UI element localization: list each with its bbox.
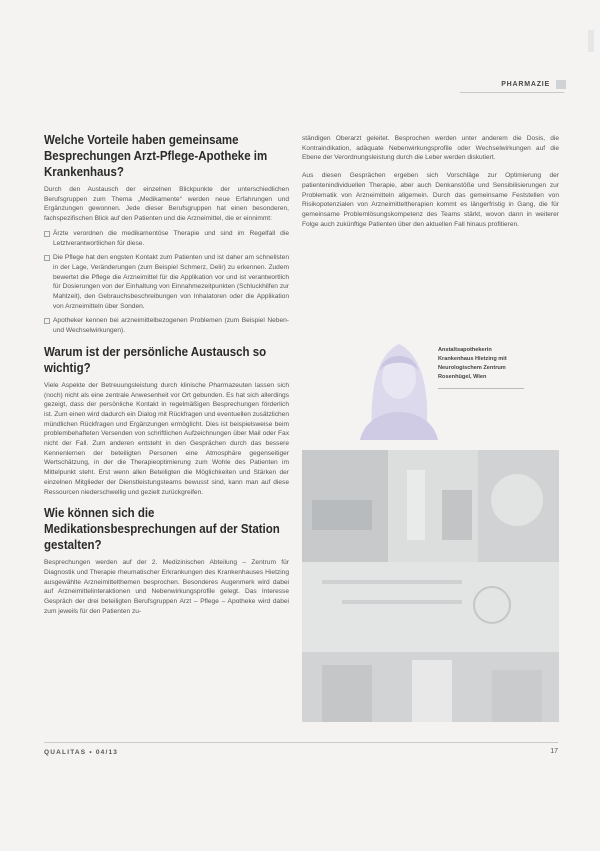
- footer-divider: [44, 742, 558, 743]
- magazine-issue: QUALITAS • 04/13: [44, 749, 119, 756]
- section-label: PHARMAZIE: [501, 81, 550, 88]
- author-portrait-image: [352, 326, 446, 440]
- square-bullet-icon: [44, 318, 50, 324]
- paragraph: Viele Aspekte der Betreuungsleistung durch klinische Pharmazeuten lassen sich (noch) nicht als eine zentrale Anwesenheit vor Ort gebunden. Es hat sich allerdings gezeigt, dass der persönliche Kontakt in regelmäßigen Besprechungen förderlich ist. Zum einen wird dadurch ein Dialog mit Rückfragen und eventuellen zusätzlichen mündlichen Rückfragen und Ergänzungen ermöglicht. Dies ist beispielsweise beim problembehafteten Versenden von schriftlichen Aufzeichnungen über Mail oder Fax nicht der Fall. Zum anderen entsteht in den Gesprächen durch das bessere Kennenlernen der beteiligten Personen eine Atmosphäre gegenseitiger Wertschätzung, in der die Therapieoptimierung zum Wohle des Patienten im Mittelpunkt steht. Erst wenn allen Beteiligten die Möglichkeiten und Stärken der einzelnen Mitglieder der Dienstleistungsteams bewusst sind, kann man auf diese Ressourcen niederschwellig und gezielt zurückgreifen.: [44, 381, 289, 496]
- paragraph: ständigen Oberarzt geleitet. Besprochen werden unter anderem die Dosis, die Kontraindikation, adäquate Nebenwirkungsprofile oder Wechselwirkungen auf die Ebene der Verordnungsleistung durch die Leber werden diskutiert.: [302, 135, 559, 162]
- list-item: Die Pflege hat den engsten Kontakt zum Patienten und ist daher am schnellsten in der Lage, Veränderungen (zum Beispiel Schmerz, Delir) zu erkennen. Zudem bewertet die Pflege die Arzneimittel für die Applikation vor und ist verantwortlich für Dosierungen von der Einhaltung von Einnahmezeitpunkten (Schluckhilfen zur Mahlzeit), den Gebrauchsbeschreibungen von Inhalatoren oder die Applikation von Arzneimitteln über Sonden.: [44, 253, 289, 311]
- section-heading: Wie können sich die Medikationsbesprechungen auf der Station gestalten?: [44, 506, 280, 553]
- hospital-photo-collage: [302, 450, 559, 722]
- section-medication-meetings: [44, 505, 289, 616]
- right-column: [302, 134, 559, 234]
- section-heading: Welche Vorteile haben gemeinsame Besprechungen Arzt-Pflege-Apotheke im Krankenhaus?: [44, 133, 268, 179]
- section-square-icon: [556, 80, 566, 89]
- paragraph: Besprechungen werden auf der 2. Medizinischen Abteilung – Zentrum für Diagnostik und Therapie rheumatischer Erkrankungen des Krankenhauses Hietzing ausgewählte Arzneimittelthemen besprochen. Besonderes Augenmerk wird dabei auf Arzneimittelinteraktionen und Nebenwirkungsprofile gelegt. Das Interesse Gespräch der drei beteiligten Berufsgruppen Arzt – Pflege – Apotheke wird dabei zum jeweils für den Patienten zu-: [44, 559, 289, 615]
- section-heading: Warum ist der persönliche Austausch so wichtig?: [44, 344, 267, 375]
- page-number: 17: [550, 748, 558, 755]
- section-personal-exchange: [44, 344, 289, 497]
- square-bullet-icon: [44, 255, 50, 261]
- list-item: Apotheker kennen bei arzneimittelbezogenen Problemen (zum Beispiel Neben- und Wechselwirkungen).: [44, 316, 289, 335]
- paragraph: Aus diesen Gesprächen ergeben sich Vorschläge zur Optimierung der patientenindividuellen Therapie, aber auch Denkanstöße und Sensibilisierungen zur Problematik von Arzneimitteln allgemein. Durch das gemeinsame Feststellen von Risikopotenzialen von Arzneimitteltherapien kommt es längerfristig in Gang, die für gemeinsame Problemlösungskompetenz des Teams stärkt, wovon dann in weiterer Folge auch zukünftige Patienten über den aktuellen Fall hinaus profitieren.: [302, 172, 559, 228]
- portrait-caption: Anstaltsapothekerin Krankenhaus Hietzing mit Neurologischem Zentrum Rosenhügel, Wien: [438, 346, 528, 389]
- list-item: Ärzte verordnen die medikamentöse Therapie und sind im Regelfall die Letztverantwortlichen für diese.: [44, 229, 289, 248]
- square-bullet-icon: [44, 231, 50, 237]
- author-portrait-block: [330, 318, 534, 438]
- section-benefits: [44, 132, 289, 336]
- bullet-list: [44, 229, 289, 336]
- header-divider: [460, 92, 564, 93]
- paragraph: Durch den Austausch der einzelnen Blickpunkte der unterschiedlichen Berufsgruppen zum Thema „Medikamente“ werden neue Erfahrungen und Ergänzungen gewonnen. Jede dieser Berufsgruppen hat einen besonderen, fachspezifischen Blick auf den Patienten und die Arzneimittel, die er einnimmt:: [44, 186, 289, 223]
- collage-image: [302, 450, 559, 722]
- scan-mark: [588, 30, 594, 52]
- left-column: [44, 132, 289, 625]
